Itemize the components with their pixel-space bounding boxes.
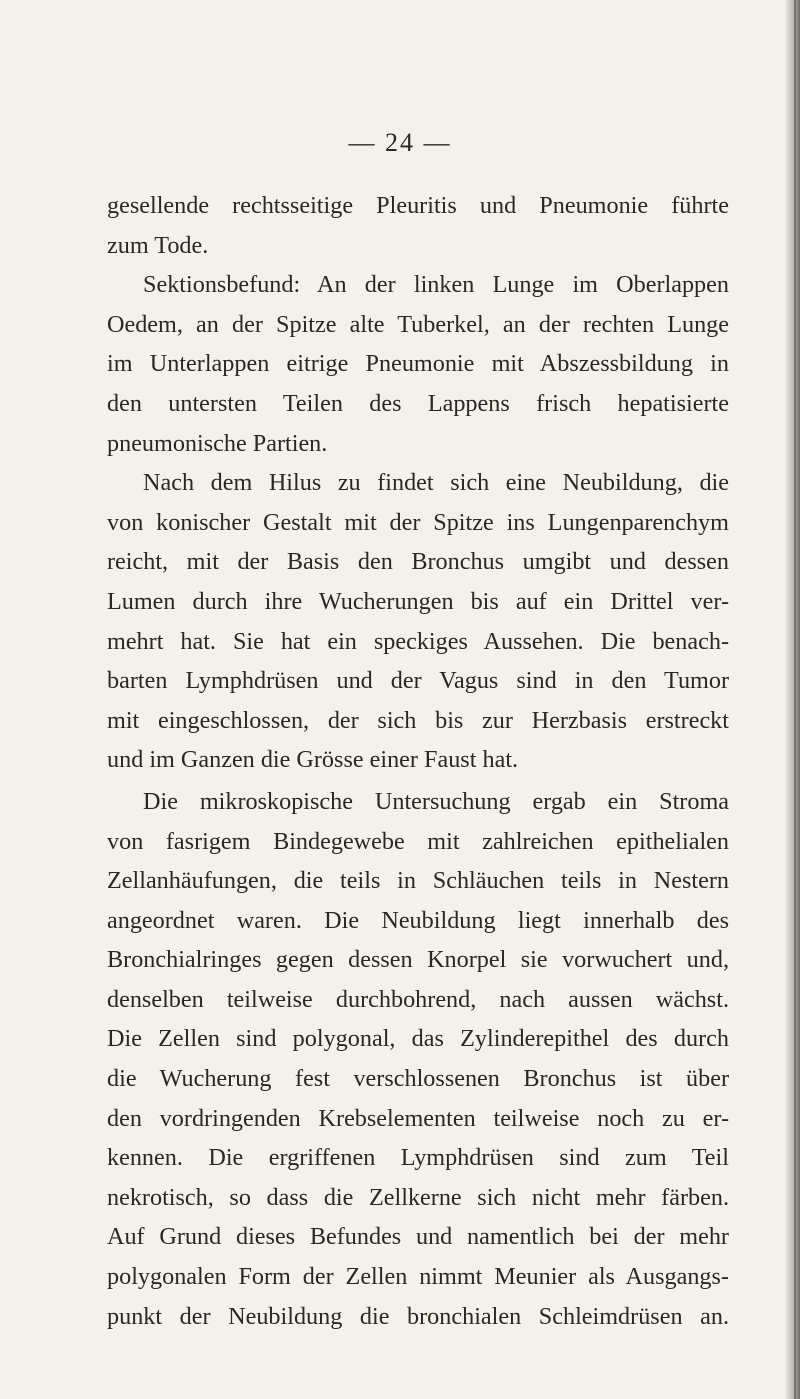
text-line: Bronchialringes gegen dessen Knorpel sie vorwuchert und, <box>107 946 729 974</box>
text-line: und im Ganzen die Grösse einer Faust hat. <box>107 746 519 774</box>
text-line: von konischer Gestalt mit der Spitze ins Lungenparenchym <box>107 508 729 536</box>
text-line: angeordnet waren. Die Neubildung liegt innerhalb des <box>107 906 729 934</box>
page-edge-shadow <box>794 0 796 1399</box>
text-line: Zellanhäufungen, die teils in Schläuchen teils in Nestern <box>107 867 729 895</box>
text-line: zum Tode. <box>107 231 209 259</box>
text-line: pneumonische Partien. <box>107 429 328 457</box>
text-line: Nach dem Hilus zu findet sich eine Neubildung, die <box>143 469 729 497</box>
text-line: mit eingeschlossen, der sich bis zur Herzbasis erstreckt <box>107 706 729 734</box>
paragraph-2 <box>107 265 729 463</box>
text-line: Die mikroskopische Untersuchung ergab ein Stroma <box>143 787 729 815</box>
text-line: Die Zellen sind polygonal, das Zylinderepithel des durch <box>107 1025 729 1053</box>
text-line: nekrotisch, so dass die Zellkerne sich nicht mehr färben. <box>107 1183 729 1211</box>
page-number: — 24 — <box>348 128 452 157</box>
text-line: von fasrigem Bindegewebe mit zahlreichen epithelialen <box>107 827 729 855</box>
text-line: reicht, mit der Basis den Bronchus umgibt und dessen <box>107 548 729 576</box>
text-line: gesellende rechtsseitige Pleuritis und Pneumonie führte <box>107 192 729 219</box>
text-line: denselben teilweise durchbohrend, nach aussen wächst. <box>107 985 729 1013</box>
text-line: polygonalen Form der Zellen nimmt Meunier als Ausgangs- <box>107 1263 729 1291</box>
text-line: die Wucherung fest verschlossenen Bronchus ist über <box>107 1065 729 1093</box>
paragraph-3 <box>107 463 729 780</box>
text-line: Auf Grund dieses Befundes und namentlich bei der mehr <box>107 1223 729 1251</box>
text-line: Oedem, an der Spitze alte Tuberkel, an der rechten Lunge <box>107 310 729 338</box>
text-line: kennen. Die ergriffenen Lymphdrüsen sind zum Teil <box>107 1144 729 1172</box>
body-text <box>107 186 729 1336</box>
text-line: barten Lymphdrüsen und der Vagus sind in den Tumor <box>107 667 729 695</box>
page-edge <box>786 0 800 1399</box>
paragraph-1 <box>107 186 729 265</box>
text-line: Lumen durch ihre Wucherungen bis auf ein Drittel ver- <box>107 587 729 615</box>
text-line: mehrt hat. Sie hat ein speckiges Aussehen. Die benach- <box>107 627 729 655</box>
text-line: den untersten Teilen des Lappens frisch hepatisierte <box>107 389 729 417</box>
text-line: den vordringenden Krebselementen teilweise noch zu er- <box>107 1104 729 1132</box>
text-line: Sektionsbefund: An der linken Lunge im Oberlappen <box>143 271 729 299</box>
text-line: punkt der Neubildung die bronchialen Schleimdrüsen an. <box>107 1302 729 1330</box>
paragraph-4 <box>107 782 729 1336</box>
text-line: im Unterlappen eitrige Pneumonie mit Abszessbildung in <box>107 350 729 378</box>
